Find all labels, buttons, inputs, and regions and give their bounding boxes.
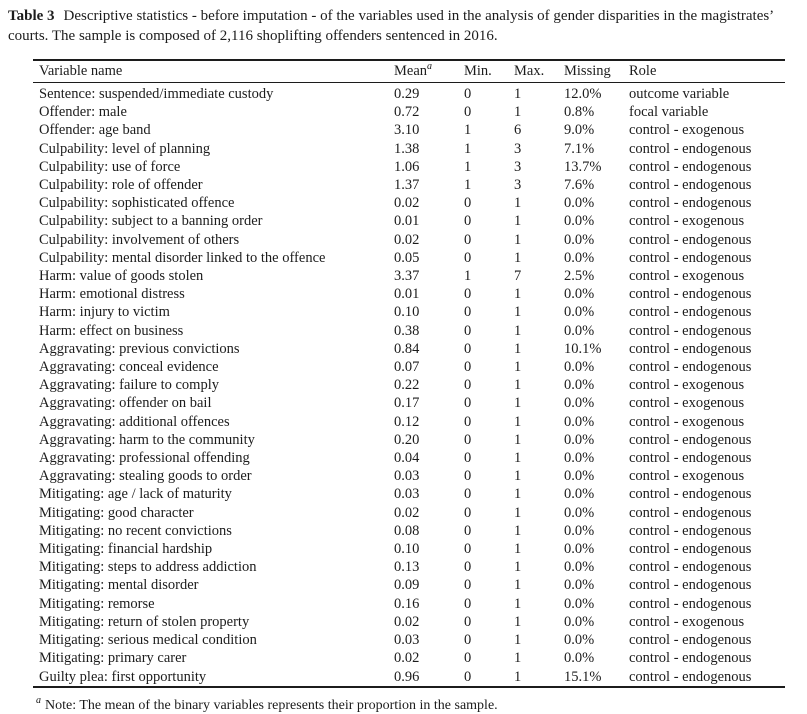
cell-mean: 0.84	[394, 340, 420, 357]
cell-max: 1	[514, 359, 522, 376]
cell-variable: Culpability: involvement of others	[39, 231, 240, 248]
header-role: Role	[629, 60, 785, 83]
footnote-marker: a	[427, 61, 433, 73]
table-row	[33, 540, 785, 558]
cell-min: 0	[464, 195, 472, 212]
table-caption-number: Table 3	[8, 8, 55, 24]
cell-missing: 0.0%	[564, 650, 595, 667]
cell-missing: 0.0%	[564, 450, 595, 467]
cell-max: 1	[514, 195, 522, 212]
cell-max: 1	[514, 559, 522, 576]
table-row	[33, 194, 785, 212]
cell-missing: 0.0%	[564, 213, 595, 230]
cell-min: 0	[464, 104, 472, 121]
cell-variable: Aggravating: previous convictions	[39, 340, 240, 357]
cell-variable: Harm: effect on business	[39, 322, 184, 339]
cell-variable: Offender: male	[39, 104, 127, 121]
cell-min: 0	[464, 559, 472, 576]
cell-min: 0	[464, 632, 472, 649]
table-row	[33, 467, 785, 485]
table-row	[33, 140, 785, 158]
cell-role: control - endogenous	[629, 650, 752, 667]
cell-max: 7	[514, 268, 522, 285]
cell-role: control - endogenous	[629, 359, 752, 376]
cell-variable: Aggravating: stealing goods to order	[39, 468, 252, 485]
cell-role: control - endogenous	[629, 450, 752, 467]
cell-role: control - endogenous	[629, 340, 752, 357]
cell-variable: Aggravating: harm to the community	[39, 431, 255, 448]
table-row	[33, 340, 785, 358]
cell-missing: 0.0%	[564, 522, 595, 539]
header-missing: Missing	[564, 60, 629, 83]
cell-role: control - endogenous	[629, 577, 752, 594]
cell-mean: 0.01	[394, 213, 420, 230]
table-row	[33, 576, 785, 594]
cell-max: 1	[514, 231, 522, 248]
cell-variable: Mitigating: age / lack of maturity	[39, 486, 232, 503]
descriptive-statistics-table	[33, 59, 785, 688]
header-max: Max.	[514, 60, 564, 83]
cell-mean: 3.37	[394, 268, 420, 285]
cell-missing: 7.1%	[564, 140, 595, 157]
cell-role: control - exogenous	[629, 613, 745, 630]
cell-mean: 0.03	[394, 468, 420, 485]
cell-min: 0	[464, 86, 472, 102]
cell-mean: 0.10	[394, 304, 420, 321]
table-row	[33, 558, 785, 576]
cell-min: 0	[464, 286, 472, 303]
cell-missing: 0.0%	[564, 632, 595, 649]
header-mean-label: Mean	[394, 63, 428, 79]
cell-min: 0	[464, 377, 472, 394]
table-row	[33, 285, 785, 303]
cell-max: 1	[514, 304, 522, 321]
table-row	[33, 249, 785, 267]
table-container	[33, 59, 785, 688]
cell-max: 1	[514, 632, 522, 649]
cell-min: 1	[464, 268, 472, 285]
cell-variable: Mitigating: primary carer	[39, 650, 187, 667]
cell-missing: 0.0%	[564, 577, 595, 594]
table-row	[33, 504, 785, 522]
cell-variable: Aggravating: conceal evidence	[39, 359, 219, 376]
cell-mean: 0.04	[394, 450, 420, 467]
cell-mean: 0.10	[394, 541, 420, 558]
cell-min: 0	[464, 668, 472, 685]
table-row	[33, 121, 785, 139]
cell-max: 1	[514, 613, 522, 630]
table-row	[33, 231, 785, 249]
cell-min: 0	[464, 231, 472, 248]
cell-role: control - exogenous	[629, 377, 745, 394]
cell-max: 1	[514, 104, 522, 121]
cell-mean: 0.02	[394, 504, 420, 521]
cell-role: control - exogenous	[629, 268, 745, 285]
cell-role: control - exogenous	[629, 122, 745, 139]
cell-role: control - endogenous	[629, 595, 752, 612]
cell-min: 0	[464, 468, 472, 485]
cell-min: 0	[464, 413, 472, 430]
cell-role: control - endogenous	[629, 504, 752, 521]
cell-min: 0	[464, 304, 472, 321]
table-row	[33, 431, 785, 449]
cell-role: control - endogenous	[629, 158, 752, 175]
cell-role: control - endogenous	[629, 522, 752, 539]
cell-max: 1	[514, 486, 522, 503]
cell-max: 1	[514, 504, 522, 521]
cell-missing: 0.0%	[564, 359, 595, 376]
cell-missing: 0.0%	[564, 504, 595, 521]
footnote-marker: a	[36, 695, 41, 707]
header-mean	[394, 60, 464, 83]
cell-variable: Mitigating: financial hardship	[39, 541, 213, 558]
cell-mean: 0.02	[394, 231, 420, 248]
cell-max: 1	[514, 286, 522, 303]
cell-variable: Mitigating: steps to address addiction	[39, 559, 257, 576]
cell-variable: Aggravating: professional offending	[39, 450, 250, 467]
footnote	[36, 697, 807, 714]
cell-min: 0	[464, 431, 472, 448]
table-caption-text: Descriptive statistics - before imputation - of the variables used in the analysis of gender disparities in the magistrates’ courts. The sample is composed of 2,116 shoplifting offenders sentenced in 2016.	[8, 8, 774, 44]
cell-role: control - endogenous	[629, 541, 752, 558]
cell-variable: Guilty plea: first opportunity	[39, 668, 207, 685]
cell-mean: 3.10	[394, 122, 420, 139]
cell-mean: 0.12	[394, 413, 420, 430]
cell-role: control - exogenous	[629, 468, 745, 485]
cell-role: control - endogenous	[629, 559, 752, 576]
cell-min: 0	[464, 213, 472, 230]
cell-variable: Culpability: subject to a banning order	[39, 213, 263, 230]
table-row	[33, 103, 785, 121]
cell-variable: Aggravating: additional offences	[39, 413, 230, 430]
cell-missing: 0.0%	[564, 304, 595, 321]
table-row	[33, 83, 785, 104]
table-row	[33, 303, 785, 321]
table-row	[33, 176, 785, 194]
cell-mean: 0.20	[394, 431, 420, 448]
cell-variable: Culpability: role of offender	[39, 177, 203, 194]
cell-max: 1	[514, 595, 522, 612]
cell-max: 1	[514, 541, 522, 558]
header-row	[33, 60, 785, 83]
table-row	[33, 394, 785, 412]
cell-max: 1	[514, 340, 522, 357]
cell-role: control - endogenous	[629, 231, 752, 248]
cell-missing: 0.0%	[564, 322, 595, 339]
cell-min: 0	[464, 595, 472, 612]
cell-missing: 0.0%	[564, 468, 595, 485]
cell-min: 0	[464, 450, 472, 467]
cell-missing: 2.5%	[564, 268, 595, 285]
cell-variable: Aggravating: offender on bail	[39, 395, 212, 412]
cell-mean: 0.07	[394, 359, 420, 376]
cell-mean: 0.38	[394, 322, 420, 339]
cell-mean: 0.16	[394, 595, 420, 612]
cell-role: control - endogenous	[629, 286, 752, 303]
cell-variable: Culpability: sophisticated offence	[39, 195, 235, 212]
cell-role: control - endogenous	[629, 431, 752, 448]
cell-role: focal variable	[629, 104, 709, 121]
cell-mean: 1.38	[394, 140, 420, 157]
cell-max: 1	[514, 431, 522, 448]
cell-variable: Culpability: level of planning	[39, 140, 211, 157]
cell-missing: 0.0%	[564, 395, 595, 412]
cell-max: 1	[514, 522, 522, 539]
cell-mean: 0.13	[394, 559, 420, 576]
cell-missing: 0.0%	[564, 486, 595, 503]
cell-max: 1	[514, 668, 522, 685]
cell-missing: 0.0%	[564, 613, 595, 630]
cell-missing: 0.8%	[564, 104, 595, 121]
table-row	[33, 668, 785, 687]
cell-variable: Mitigating: serious medical condition	[39, 632, 257, 649]
table-row	[33, 376, 785, 394]
cell-variable: Mitigating: remorse	[39, 595, 155, 612]
header-variable-name	[33, 60, 394, 83]
cell-mean: 0.01	[394, 286, 420, 303]
cell-variable: Mitigating: good character	[39, 504, 194, 521]
cell-missing: 7.6%	[564, 177, 595, 194]
cell-variable: Offender: age band	[39, 122, 151, 139]
cell-role: outcome variable	[629, 86, 730, 102]
cell-variable: Culpability: use of force	[39, 158, 181, 175]
cell-missing: 0.0%	[564, 595, 595, 612]
table-row	[33, 522, 785, 540]
cell-missing: 15.1%	[564, 668, 602, 685]
cell-mean: 0.17	[394, 395, 420, 412]
cell-missing: 13.7%	[564, 158, 602, 175]
cell-max: 1	[514, 377, 522, 394]
cell-variable: Harm: value of goods stolen	[39, 268, 204, 285]
cell-variable: Harm: emotional distress	[39, 286, 185, 303]
cell-mean: 0.72	[394, 104, 420, 121]
table-row	[33, 449, 785, 467]
cell-role: control - endogenous	[629, 304, 752, 321]
cell-mean: 0.02	[394, 613, 420, 630]
cell-max: 1	[514, 450, 522, 467]
table-row	[33, 595, 785, 613]
cell-min: 1	[464, 158, 472, 175]
cell-variable: Harm: injury to victim	[39, 304, 170, 321]
cell-role: control - endogenous	[629, 322, 752, 339]
cell-min: 0	[464, 541, 472, 558]
cell-max: 1	[514, 650, 522, 667]
cell-min: 0	[464, 613, 472, 630]
cell-variable: Mitigating: return of stolen property	[39, 613, 250, 630]
cell-variable: Sentence: suspended/immediate custody	[39, 86, 274, 102]
cell-min: 0	[464, 359, 472, 376]
cell-max: 1	[514, 413, 522, 430]
cell-min: 0	[464, 650, 472, 667]
cell-max: 1	[514, 213, 522, 230]
header-variable-label: Variable name	[39, 63, 123, 79]
cell-missing: 0.0%	[564, 413, 595, 430]
table-body	[33, 83, 785, 687]
cell-variable: Mitigating: no recent convictions	[39, 522, 232, 539]
table-row	[33, 322, 785, 340]
cell-role: control - endogenous	[629, 249, 752, 266]
cell-missing: 0.0%	[564, 195, 595, 212]
cell-min: 0	[464, 249, 472, 266]
cell-min: 0	[464, 486, 472, 503]
table-row	[33, 212, 785, 230]
cell-role: control - endogenous	[629, 486, 752, 503]
cell-missing: 9.0%	[564, 122, 595, 139]
cell-max: 1	[514, 468, 522, 485]
cell-missing: 0.0%	[564, 286, 595, 303]
cell-role: control - exogenous	[629, 213, 745, 230]
cell-role: control - endogenous	[629, 668, 752, 685]
cell-mean: 0.08	[394, 522, 420, 539]
cell-min: 1	[464, 140, 472, 157]
cell-min: 0	[464, 522, 472, 539]
footnote-text: Note: The mean of the binary variables represents their proportion in the sample.	[45, 697, 498, 713]
cell-role: control - exogenous	[629, 395, 745, 412]
table-row	[33, 267, 785, 285]
cell-mean: 1.06	[394, 158, 420, 175]
cell-min: 0	[464, 340, 472, 357]
cell-min: 0	[464, 504, 472, 521]
cell-mean: 0.09	[394, 577, 420, 594]
cell-role: control - endogenous	[629, 140, 752, 157]
cell-min: 0	[464, 395, 472, 412]
table-row	[33, 413, 785, 431]
cell-min: 1	[464, 177, 472, 194]
cell-role: control - endogenous	[629, 195, 752, 212]
cell-max: 1	[514, 249, 522, 266]
cell-min: 1	[464, 122, 472, 139]
cell-missing: 0.0%	[564, 541, 595, 558]
cell-mean: 0.96	[394, 668, 420, 685]
table-row	[33, 613, 785, 631]
cell-mean: 0.29	[394, 86, 420, 102]
cell-max: 1	[514, 395, 522, 412]
cell-mean: 0.02	[394, 650, 420, 667]
cell-mean: 0.03	[394, 486, 420, 503]
cell-min: 0	[464, 322, 472, 339]
cell-missing: 10.1%	[564, 340, 602, 357]
cell-variable: Culpability: mental disorder linked to the offence	[39, 249, 326, 266]
cell-mean: 0.22	[394, 377, 420, 394]
header-min: Min.	[464, 60, 514, 83]
cell-variable: Mitigating: mental disorder	[39, 577, 199, 594]
table-row	[33, 649, 785, 667]
cell-role: control - exogenous	[629, 413, 745, 430]
cell-mean: 0.05	[394, 249, 420, 266]
table-row	[33, 358, 785, 376]
cell-max: 3	[514, 140, 522, 157]
cell-max: 6	[514, 122, 522, 139]
cell-mean: 1.37	[394, 177, 420, 194]
table-row	[33, 485, 785, 503]
cell-max: 1	[514, 86, 522, 102]
cell-role: control - endogenous	[629, 632, 752, 649]
cell-missing: 12.0%	[564, 86, 602, 102]
table-row	[33, 158, 785, 176]
cell-min: 0	[464, 577, 472, 594]
cell-role: control - endogenous	[629, 177, 752, 194]
cell-missing: 0.0%	[564, 249, 595, 266]
cell-missing: 0.0%	[564, 377, 595, 394]
cell-variable: Aggravating: failure to comply	[39, 377, 219, 394]
cell-missing: 0.0%	[564, 559, 595, 576]
table-row	[33, 631, 785, 649]
cell-max: 3	[514, 177, 522, 194]
cell-missing: 0.0%	[564, 231, 595, 248]
cell-mean: 0.03	[394, 632, 420, 649]
cell-missing: 0.0%	[564, 431, 595, 448]
cell-max: 1	[514, 322, 522, 339]
cell-mean: 0.02	[394, 195, 420, 212]
cell-max: 3	[514, 158, 522, 175]
cell-max: 1	[514, 577, 522, 594]
table-caption	[8, 6, 802, 46]
